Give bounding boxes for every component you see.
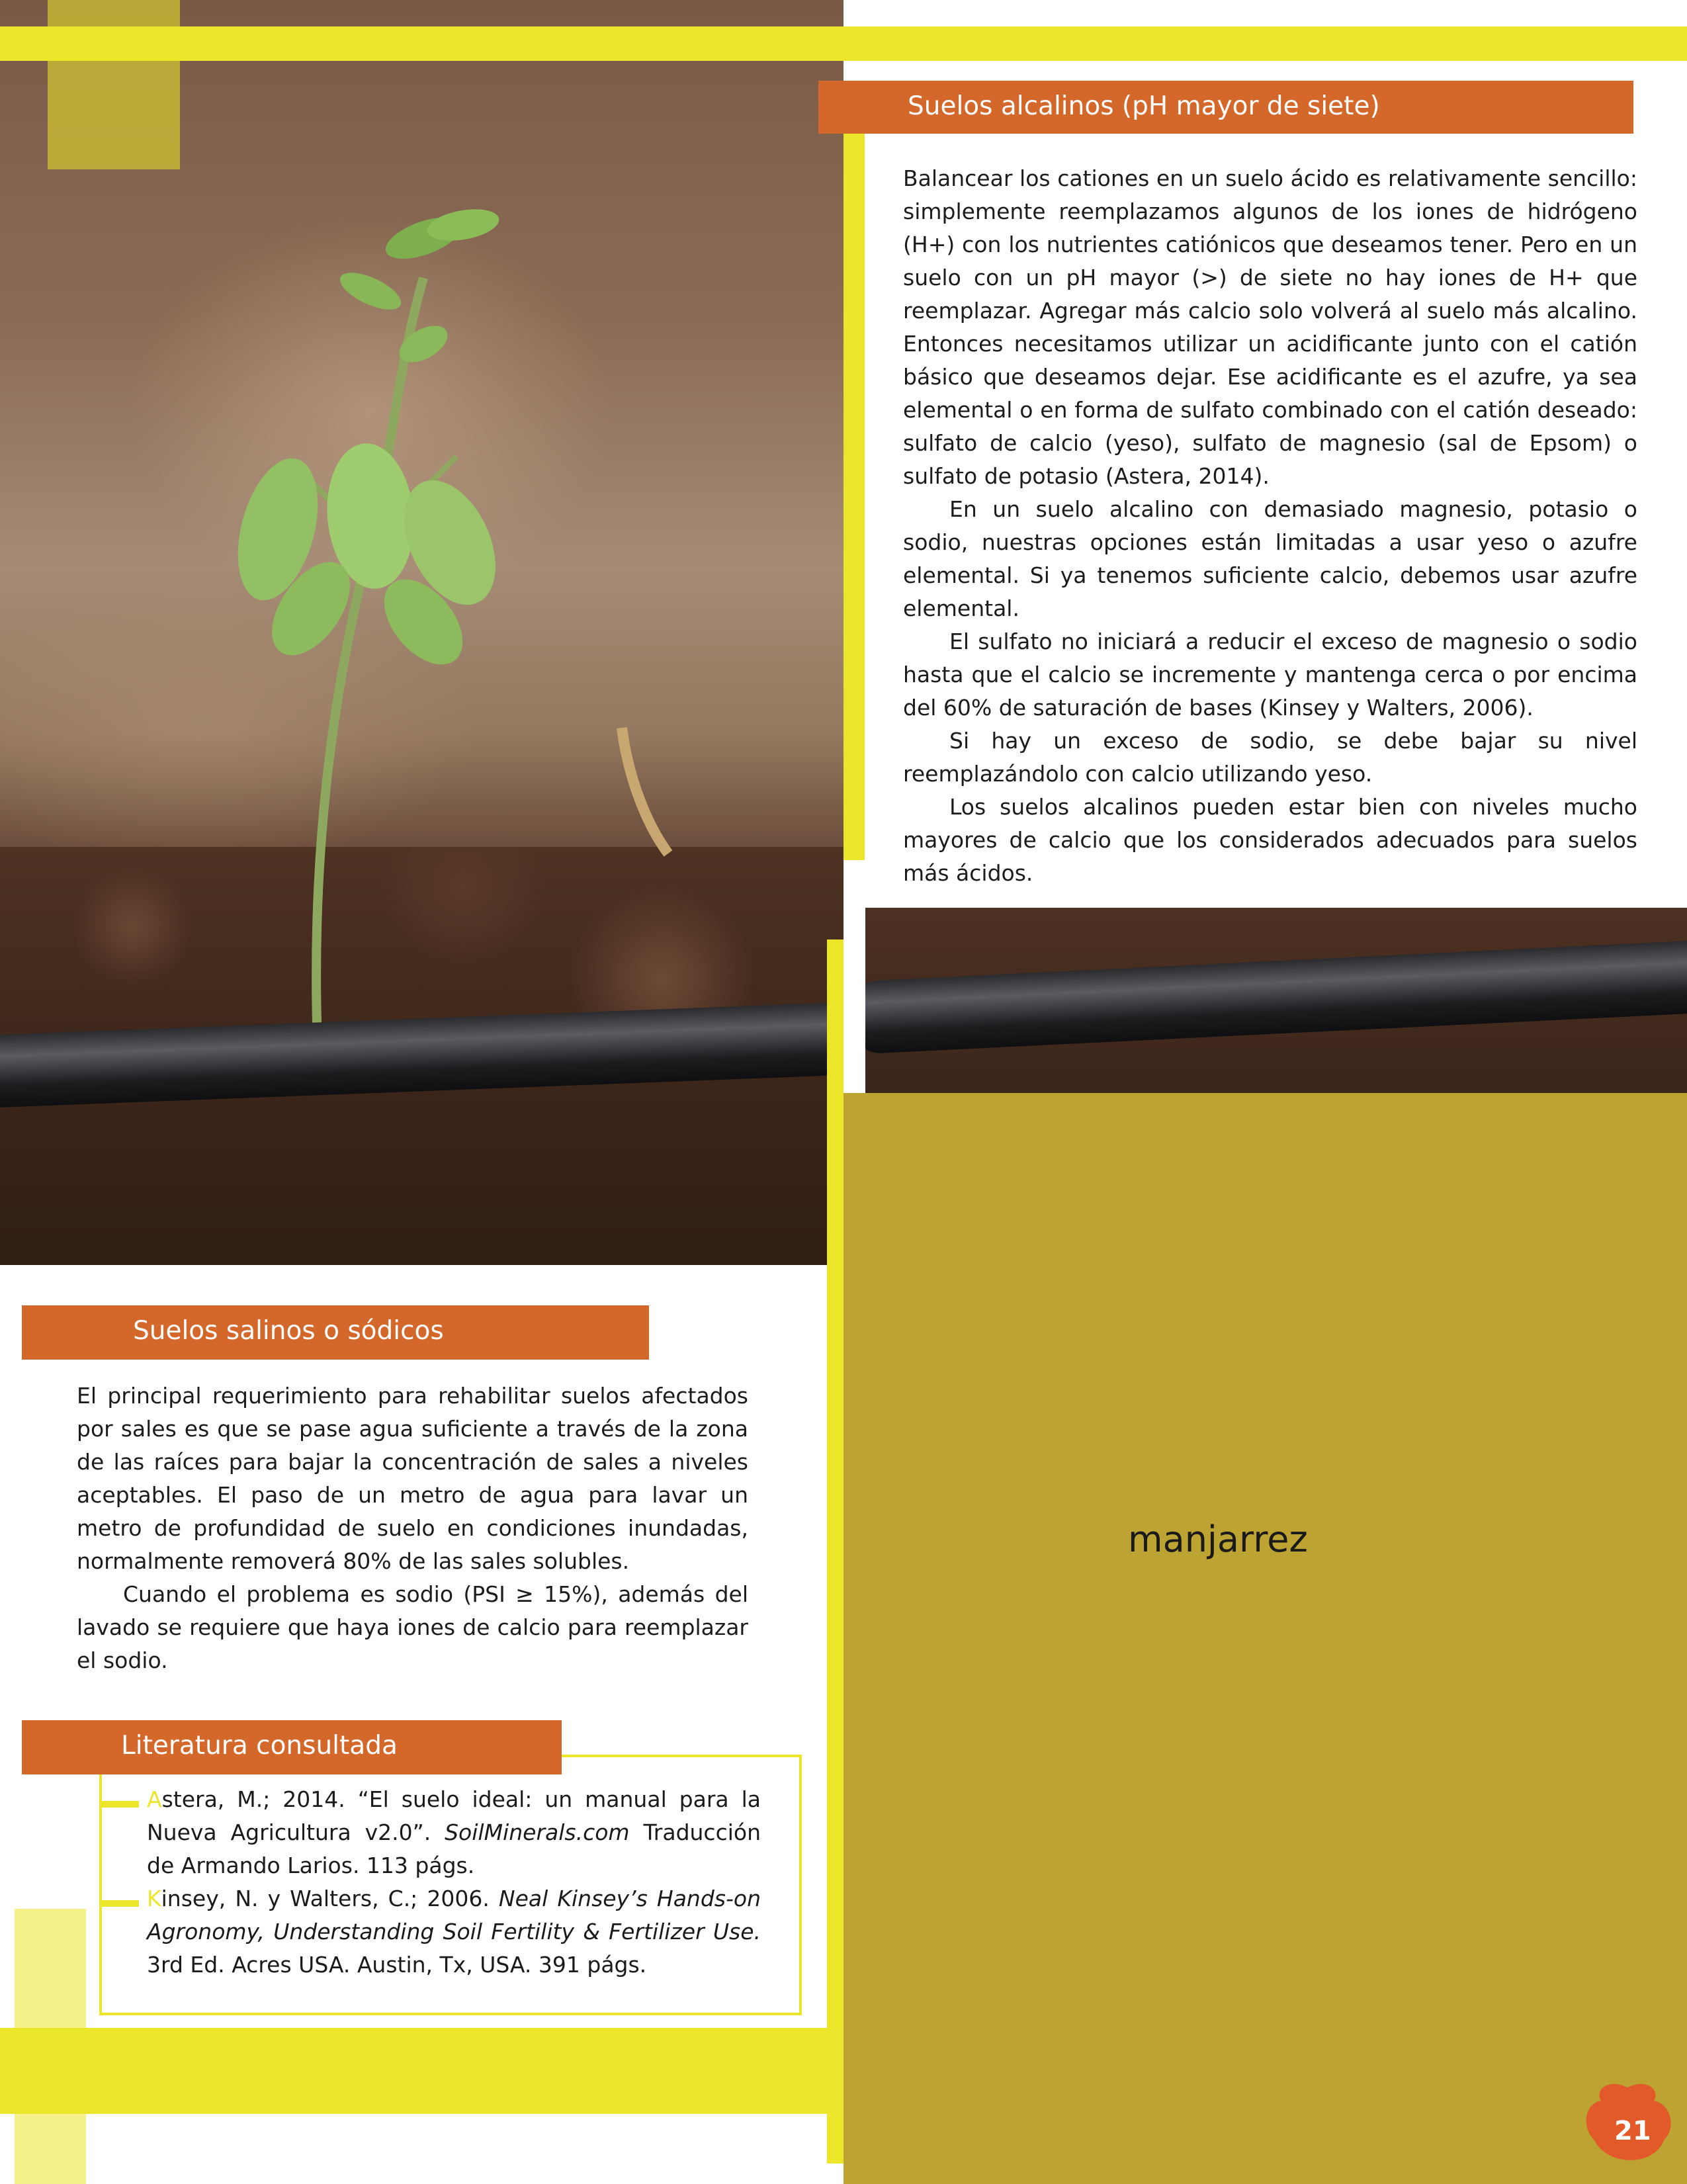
page-number: 21 <box>1614 2116 1651 2146</box>
section-title-references-text: Literatura consultada <box>121 1731 398 1761</box>
saline-paragraph-2: Cuando el problema es sodio (PSI ≥ 15%), además del lavado se requiere que haya iones de calcio para reemplazar el sodio. <box>77 1581 748 1673</box>
reference-1-text-end: Traducción de Armando Larios. 113 págs. <box>147 1819 761 1878</box>
section-title-saline <box>22 1305 649 1360</box>
bottom-band <box>0 2028 844 2114</box>
reference-1-initial: A <box>147 1786 162 1812</box>
alkaline-body <box>903 162 1637 890</box>
reference-item-2 <box>147 1882 761 1982</box>
reference-2-text-end: 3rd Ed. Acres USA. Austin, Tx, USA. 391 págs. <box>147 1952 647 1978</box>
alkaline-paragraph-4: Si hay un exceso de sodio, se debe bajar su nivel reemplazándolo con calcio utilizando yeso. <box>903 728 1637 787</box>
vertical-stripe-middle <box>827 939 844 2163</box>
reference-2-text-start: insey, N. y Walters, C.; 2006. <box>161 1886 499 1911</box>
drip-tube-right <box>865 939 1687 1054</box>
reference-1-text-start: stera, M.; 2014. “El suelo ideal: un manual para la Nueva Agricultura v2.0”. <box>147 1786 761 1845</box>
reference-2-italic: Neal Kinsey’s Hands-on Agronomy, Understanding Soil Fertility & Fertilizer Use. <box>147 1886 761 1944</box>
seedling-photo <box>0 0 844 1265</box>
reference-item-1 <box>147 1783 761 1882</box>
reference-2-initial: K <box>147 1886 161 1911</box>
vertical-stripe-right <box>844 132 865 860</box>
ad-block <box>844 1093 1687 2184</box>
ad-brand-text: manjarrez <box>1128 1518 1308 1560</box>
bottom-left-square <box>15 1909 86 2184</box>
saline-body <box>77 1379 748 1677</box>
reference-bullet-1 <box>99 1801 139 1808</box>
saline-paragraph-1: El principal requerimiento para rehabilitar suelos afectados por sales es que se pase agua suficiente a través de la zona de las raíces para bajar la concentración de sales a niveles aceptables. El paso de un metro de agua para lavar un metro de profundidad de suelo en condiciones inundadas, normalmente removerá 80% de las sales solubles. <box>77 1383 748 1574</box>
reference-bullet-2 <box>99 1900 139 1907</box>
reference-1-italic: SoilMinerals.com <box>445 1819 630 1845</box>
section-title-references <box>22 1720 562 1774</box>
drip-photo-right <box>865 908 1687 1093</box>
alkaline-paragraph-3: El sulfato no iniciará a reducir el exceso de magnesio o sodio hasta que el calcio se incremente y mantenga cerca o por encima del 60% de saturación de bases (Kinsey y Walters, 2006). <box>903 629 1637 721</box>
section-title-alkaline-text: Suelos alcalinos (pH mayor de siete) <box>908 91 1380 121</box>
section-title-saline-text: Suelos salinos o sódicos <box>133 1316 444 1346</box>
alkaline-paragraph-2: En un suelo alcalino con demasiado magnesio, potasio o sodio, nuestras opciones están limitadas a usar yeso o azufre elemental. Si ya tenemos suficiente calcio, debemos usar azufre elemental. <box>903 496 1637 621</box>
corner-square <box>48 0 180 169</box>
alkaline-paragraph-1: Balancear los cationes en un suelo ácido es relativamente sencillo: simplemente reemplazamos algunos de los iones de hidrógeno (H+) con los nutrientes catiónicos que deseamos tener. Pero en un suelo con un pH mayor (>) de siete no hay iones de H+ que reemplazar. Agregar más calcio solo volverá al suelo más alcalino. Entonces necesitamos utilizar un acidificante junto con el catión básico que deseamos dejar. Ese acidificante es el azufre, ya sea elemental o en forma de sulfato combinado con el catión deseado: sulfato de calcio (yeso), sulfato de magnesio (sal de Epsom) o sulfato de potasio (Astera, 2014). <box>903 165 1637 489</box>
alkaline-paragraph-5: Los suelos alcalinos pueden estar bien con niveles mucho mayores de calcio que los considerados adecuados para suelos más ácidos. <box>903 794 1637 886</box>
section-title-alkaline <box>818 81 1633 134</box>
